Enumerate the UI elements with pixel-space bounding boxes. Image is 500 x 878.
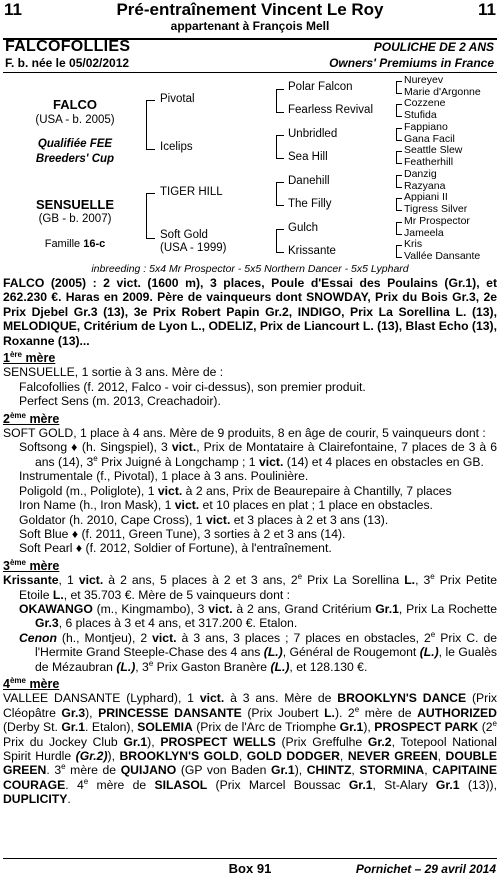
bracket [276,135,284,159]
pedigree-ggg: Mr Prospector [404,215,470,227]
pedigree-ggg: Cozzene [404,97,446,109]
dam-1-line: SENSUELLE, 1 sortie à 3 ans. Mère de : [3,365,224,380]
sire-summary: FALCO (2005) : 2 vict. (1600 m), 3 places, Poule d'Essai des Poulains (Gr.1), et 262.230 €. Haras en 2009. Père de vainqueurs dont SNOWDAY, Prix du Bois Gr.3, 2e Prix Djebel Gr.3 (13), 3e Prix Robert Papin Gr.2, INDIGO, Prix La Sorellina L. (13), MELODIQUE, Critérium de Lyon L., ODELIZ, Prix de Liancourt L. (13), Blast Echo (13), Roxanne (13)... [3,276,497,348]
bracket [396,151,402,164]
bracket [276,229,284,253]
pedigree-ggg: Razyana [404,180,446,192]
dam-origin: (GB - b. 2007) [38,213,112,225]
produce-goldator: Goldator (h. 2010, Cape Cross), 1 vict. et 3 places à 2 et 3 ans (13). [19,512,389,527]
pedigree-ggg: Marie d'Argonne [404,86,481,98]
bracket [396,198,402,211]
produce-okawango: OKAWANGO (m., Kingmambo), 3 vict. à 2 ans, Grand Critérium Gr.1, Prix La Rochette Gr.3, 6 places à 3 et 4 ans, et 317.200 €. Etalon. [19,601,497,631]
page-number-right: 11 [478,0,496,19]
produce-poligold: Poligold (m., Poliglote), 1 vict. à 2 ans, Prix de Beaurepaire à Chantilly, 7 places [19,483,452,498]
dam-family: Famille 16-c [44,238,106,250]
dam-3-line: Krissante, 1 vict. à 2 ans, 5 places à 2 et 3 ans, 2e Prix La Sorellina L., 3e Prix Petite Etoile L., et 35.703 €. Mère de 5 vainqueurs dont : [3,572,497,602]
produce-soft-blue: Soft Blue ♦ (f. 2011, Green Tune), 3 sorties à 2 et 3 ans (14). [19,526,346,541]
pedigree-ggg: Danzig [404,168,437,180]
pedigree-gg: Polar Falcon [288,81,353,93]
pedigree-gg: The Filly [288,198,332,210]
sire-note-1: Qualifiée FEE [37,138,113,150]
pedigree-gg: Danehill [288,175,330,187]
pedigree-ggg: Jameela [404,227,444,239]
section-1st-dam: 1ère mère [3,349,56,366]
sire-origin: (USA - b. 2005) [35,114,115,126]
pedigree-gg: Gulch [288,222,319,234]
page-title: Pré-entraînement Vincent Le Roy [116,0,384,19]
dam-1-produce: Falcofollies (f. 2012, Falco - voir ci-dessus), son premier produit. [19,379,366,394]
dam-2-line: SOFT GOLD, 1 place à 4 ans. Mère de 9 produits, 8 en âge de courir, 5 vainqueurs dont : [3,426,486,441]
horse-desc: F. b. née le 05/02/2012 [5,56,130,70]
sire-name: FALCO [52,97,98,112]
pedigree-ggg: Gana Facil [404,133,455,145]
pedigree-g3: TIGER HILL [160,186,223,198]
bracket [396,81,402,94]
pedigree-g2: Icelips [160,141,193,153]
bracket [396,222,402,235]
produce-softsong: Softsong ♦ (h. Singspiel), 3 vict., Prix de Montataire à Clairefontaine, 7 places de 3 à 6 ans (14), 3e Prix Juigné à Longchamp ; 1 vict. (14) et 4 places en obstacles en GB. [19,440,497,469]
produce-soft-pearl: Soft Pearl ♦ (f. 2012, Soldier of Fortune), à l'entraînement. [19,541,332,556]
pedigree-g4-origin: (USA - 1999) [160,242,227,254]
pedigree-ggg: Featherhill [404,156,454,168]
page-subtitle: appartenant à François Mell [170,19,330,33]
produce-iron-name: Iron Name (h., Iron Mask), 1 vict. et 10 places en plat ; 1 place en obstacles. [19,498,433,513]
bracket [146,100,155,150]
bracket [396,175,402,188]
catalogue-body [3,276,497,807]
footer-rule [3,858,497,859]
horse-type: POULICHE DE 2 ANS [373,40,494,54]
dam-4-line: VALLEE DANSANTE (Lyphard), 1 vict. à 3 ans. Mère de BROOKLYN'S DANCE (Prix Cléopâtre Gr.3), PRINCESSE DANSANTE (Prix Joubert L.). 2e mère de AUTHORIZED (Derby St. Gr.1. Etalon), SOLEMIA (Prix de l'Arc de Triomphe Gr.1), PROSPECT PARK (2e Prix du Jockey Club Gr.1), PROSPECT WELLS (Prix Greffulhe Gr.2, Totepool National Spirit Hurdle (Gr.2)), BROOKLYN'S GOLD, GOLD DODGER, NEVER GREEN, DOUBLE GREEN. 3e mère de QUIJANO (GP von Baden Gr.1), CHINTZ, STORMINA, CAPITAINE COURAGE. 4e mère de SILASOL (Prix Marcel Boussac Gr.1, St-Alary Gr.1 (13)), DUPLICITY. [3,691,498,807]
horse-name: FALCOFOLLIES [5,38,131,55]
pedigree-gg: Krissante [288,245,336,257]
bracket [396,104,402,117]
pedigree-gg: Fearless Revival [288,104,373,116]
pedigree-gg: Sea Hill [288,151,328,163]
dam-name: SENSUELLE [35,197,114,212]
pedigree-gg: Unbridled [288,128,338,140]
bracket [276,89,284,113]
sire-note-2: Breeders' Cup [35,153,115,165]
pedigree-ggg: Appiani II [404,191,448,203]
pedigree-ggg: Tigress Silver [404,203,468,215]
dam-1-produce: Perfect Sens (m. 2013, Creachadoir). [19,394,221,409]
bracket [276,182,284,206]
page-number-left: 11 [4,0,22,19]
inbreeding: inbreeding : 5x4 Mr Prospector - 5x5 Northern Dancer - 5x5 Lyphard [91,263,409,275]
pedigree-ggg: Fappiano [404,121,448,133]
footer-place-date: Pornichet – 29 avril 2014 [355,862,496,876]
pedigree-ggg: Seattle Slew [404,144,463,156]
pedigree-ggg: Kris [404,238,423,250]
bracket [146,193,155,239]
section-3rd-dam: 3ème mère [3,557,60,573]
pedigree-ggg: Vallée Dansante [404,250,481,262]
footer-box: Box 91 [228,861,272,876]
pedigree-ggg: Nureyev [404,74,444,86]
pedigree-g1: Pivotal [160,93,195,105]
pedigree-ggg: Stufida [404,109,437,121]
section-4th-dam: 4ème mère [3,675,60,691]
bracket [396,128,402,141]
produce-instrumentale: Instrumentale (f., Pivotal), 1 place à 3 ans. Poulinière. [19,469,309,484]
section-2nd-dam: 2ème mère [3,410,60,426]
owners-premiums: Owners' Premiums in France [329,56,494,70]
pedigree-g4: Soft Gold [160,229,208,241]
bracket [396,245,402,258]
produce-cenon: Cenon (h., Montjeu), 2 vict. à 3 ans, 3 places ; 7 places en obstacles, 2e Prix C. de l'Hermite Grand Steeple-Chase des 4 ans (L.), Général de Rougemont (L.), le Gualès de Mézaubran (L.), 3e Prix Gaston Branère (L.), et 128.130 €. [19,629,497,674]
